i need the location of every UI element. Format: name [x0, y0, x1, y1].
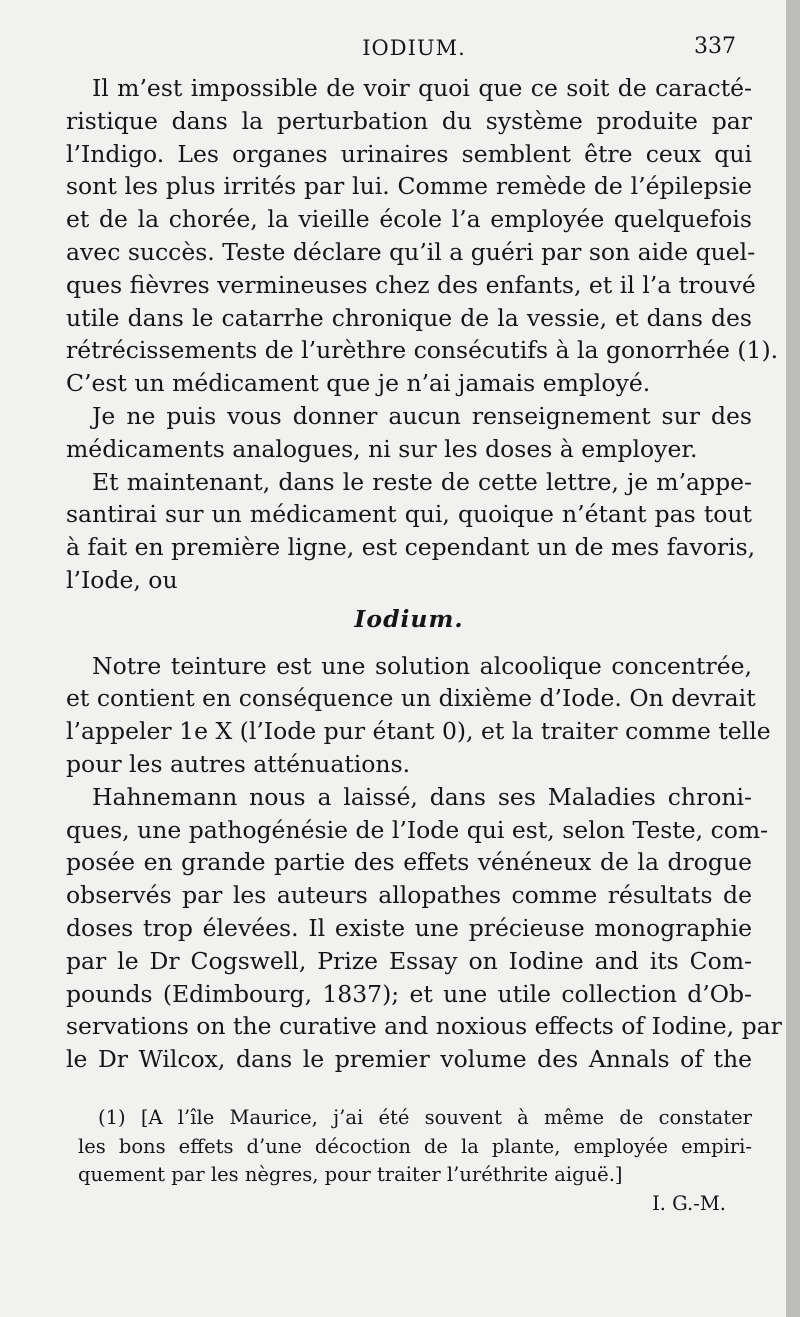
paragraph	[66, 400, 752, 466]
paragraph	[66, 781, 782, 1076]
text-line: ques, une pathogénésie de l’Iode qui est, selon Teste, com-	[66, 815, 769, 844]
text-line: l’Indigo. Les organes urinaires semblent être ceux qui	[66, 139, 752, 168]
text-line: le Dr Wilcox, dans le premier volume des Annals of the	[66, 1045, 752, 1074]
text-line: Notre teinture est une solution alcoolique concentrée,	[92, 651, 752, 680]
text-line: pounds (Edimbourg, 1837); et une utile collection d’Ob-	[66, 979, 752, 1008]
text-line: et contient en conséquence un dixième d’Iode. On devrait	[66, 684, 756, 713]
running-head: IODIUM.	[362, 36, 466, 60]
text-line: sont les plus irrités par lui. Comme remède de l’épilepsie	[66, 172, 752, 201]
text-line: santirai sur un médicament qui, quoique n’étant pas tout	[66, 500, 752, 529]
text-line: ques fièvres vermineuses chez des enfants, et il l’a trouvé	[66, 270, 756, 299]
text-line: Il m’est impossible de voir quoi que ce soit de caracté-	[92, 74, 752, 102]
text-line: pour les autres atténuations.	[66, 749, 411, 778]
text-line: observés par les auteurs allopathes comme résultats de	[66, 881, 752, 910]
text-line: à fait en première ligne, est cependant un de mes favoris,	[66, 533, 756, 562]
text-line: utile dans le catarrhe chronique de la vessie, et dans des	[66, 303, 752, 332]
text-line: rétrécissements de l’urèthre consécutifs à la gonorrhée (1).	[66, 336, 779, 365]
footnote	[78, 1104, 752, 1218]
text-line: médicaments analogues, ni sur les doses à employer.	[66, 434, 698, 463]
text-line: C’est un médicament que je n’ai jamais employé.	[66, 369, 651, 398]
text-line: l’Iode, ou	[66, 565, 178, 594]
text-line: l’appeler 1e X (l’Iode pur étant 0), et la traiter comme telle	[66, 717, 771, 746]
page-header	[92, 34, 736, 64]
footnote-line: quement par les nègres, pour traiter l’uréthrite aiguë.]	[78, 1163, 623, 1186]
text-line: Hahnemann nous a laissé, dans ses Maladies chroni-	[92, 782, 752, 811]
footnote-line: (1) [A l’île Maurice, j’ai été souvent à même de constater	[98, 1106, 752, 1129]
paragraph	[66, 72, 779, 400]
text-line: ristique dans la perturbation du système produite par	[66, 106, 752, 135]
main-text	[66, 72, 782, 1076]
page-number: 337	[694, 34, 736, 59]
section-heading: Iodium.	[354, 604, 464, 633]
text-line: et de la chorée, la vieille école l’a employée quelquefois	[66, 205, 752, 234]
footnote-line: les bons effets d’une décoction de la plante, employée empiri-	[78, 1134, 752, 1158]
text-line: doses trop élevées. Il existe une précieuse monographie	[66, 913, 752, 942]
text-line: Et maintenant, dans le reste de cette lettre, je m’appe-	[92, 467, 752, 496]
text-line: avec succès. Teste déclare qu’il a guéri par son aide quel-	[66, 237, 756, 266]
page-edge-shadow	[786, 0, 800, 1317]
paragraph	[66, 466, 756, 597]
text-line: par le Dr Cogswell, Prize Essay on Iodine and its Com-	[66, 946, 752, 975]
paragraph	[66, 650, 771, 781]
text-line: posée en grande partie des effets vénéneux de la drogue	[66, 848, 752, 877]
footnote-signature: I. G.-M.	[652, 1191, 726, 1215]
text-line: servations on the curative and noxious effects of Iodine, par	[66, 1012, 782, 1041]
text-line: Je ne puis vous donner aucun renseignement sur des	[92, 401, 752, 430]
